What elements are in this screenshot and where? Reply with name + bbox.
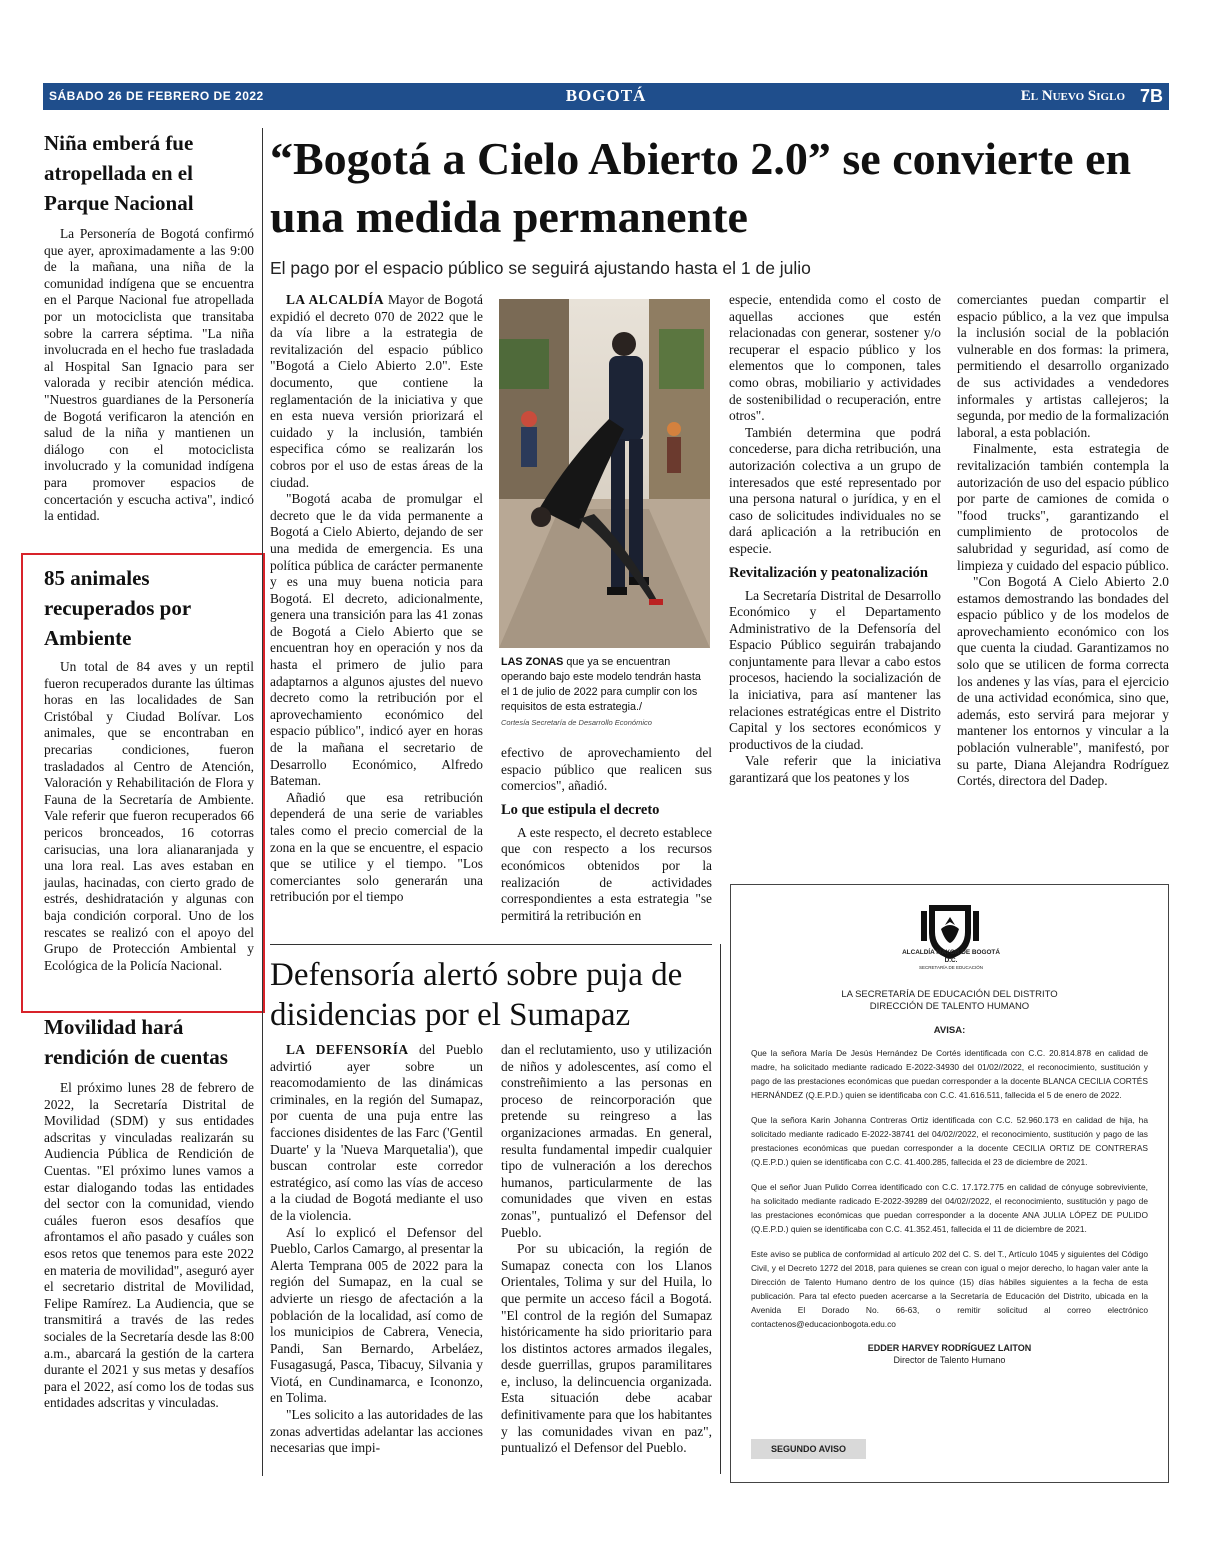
tango-dancers-photo [499,299,710,648]
header-date: SÁBADO 26 DE FEBRERO DE 2022 [49,89,264,103]
story-title: Movilidad hará rendición de cuentas [44,1015,228,1069]
notice-paragraph: Este aviso se publica de conformidad al artículo 202 del C. S. del T., Artículo 1045 y siguientes del Código Civil, y el Decreto 1272 del 2018, para quienes se crean con igual o mejor derecho, lo hagan valer ante la Dirección de Talento Humano dentro de los quince (15) días hábiles siguientes a la fecha de esta publicación. Para tal efecto pueden acercarse a la Secretaría de Educación del Distrito, ubicada en la Avenida El Dorado No. 66-63, o remitir solicitud al correo electrónico contactenos@educacionbogota.edu.co [751,1249,1148,1329]
sidebar-story-1 [44,128,254,525]
notice-heading: AVISA: [933,1025,966,1036]
second-headline [270,955,710,1035]
story-body: La Personería de Bogotá confirmó que ayer, aproximadamente a las 9:00 de la mañana, una niña de la comunidad indígena que se encuentra en el Parque Nacional fue atropellada por un motociclista que transitaba sobre la carrera séptima. "La niña involucrada en el hecho fue trasladada al Hospital San Ignacio para ser valorada y recibir atención médica. "Nuestros guardianes de la Personería de Bogotá verificaron la atención en salud de la niña y mantienen un diálogo con el motociclista involucrado y la comunidad indígena para promover espacios de concertación y escucha activa", indicó la entidad. [44,226,254,524]
main-headline [270,130,1160,246]
headline-text: Defensoría alertó sobre puja de disidencias por el Sumapaz [270,957,683,1033]
story-body: El próximo lunes 28 de febrero de 2022, la Secretaría Distrital de Movilidad (SDM) y sus entidades adscritas y vinculadas realizarán su Audiencia Pública de Rendición de Cuentas. "El próximo lunes vamos a estar dialogando todas las entidades del sector con la comunidad, viendo cuáles fueron esos desafíos que afrontamos el año pasado y cuáles son esos retos que tenemos para este 2022 en materia de movilidad", aseguró ayer el secretario distrital de Movilidad, Felipe Ramírez. La Audiencia, que se transmitirá a través de las redes sociales de la Secretaría desde las 8:00 a.m., abarcará la gestión de la cartera durante el 2021 y sus metas y desafíos para el 2022, así como los de todas sus entidades adscritas y vinculadas. [44,1080,254,1411]
main-col-1: LA ALCALDÍA Mayor de Bogotá expidió el decreto 070 de 2022 que le da vía libre a la estrategia de revitalización del espacio público "Bogotá a Cielo Abierto 2.0". Este documento, que contiene la reglamentación de la iniciativa y que en esta nueva versión priorizará el cuidado y la inclusión, también especifica cómo se realizarán los cobros por el uso de estas áreas de la ciudad. "Bogotá acaba de promulgar el decreto que le da vida permanente a Bogotá a Cielo Abierto, dejando de ser una medida de emergencia. Es una política pública de carácter permanente y es una muy buena noticia para Bogotá. El decreto, adicionalmente, genera una transición para las 41 zonas de Bogotá a Cielo Abierto que se encuentran hoy en operación y nos da hasta el primero de julio para adaptarnos a algunos ajustes del nuevo decreto como la retribución por el aprovechamiento económico del espacio público", indicó ayer en horas de la mañana el secretario de Desarrollo Económico, Alfredo Bateman. Añadió que esa retribución dependerá de una serie de variables tales como el precio comercial de la zona en la que se encuentre, el espacio que se utilice y el tiempo. "Los comerciantes solo generarán una retribución por el tiempo [270,292,483,905]
photo-caption: LAS ZONAS que ya se encuentran operando bajo este modelo tendrán hasta el 1 de julio de 2022 para cumplir con los requisitos de esta estrategia./ Cortesía Secretaría de Desarrollo Económico [501,656,701,727]
photo-credit: Cortesía Secretaría de Desarrollo Económico [501,718,652,727]
column-divider [262,128,263,1476]
story-title: Niña emberá fue atropellada en el Parque Nacional [44,131,194,215]
story-body: Un total de 84 aves y un reptil fueron recuperados durante las últimas horas en las localidades de San Cristóbal y Ciudad Bolívar. Los animales, que se encontraban en precarias condiciones, fueron trasladados al Centro de Atención, Valoración y Rehabilitación de Flora y Fauna de la Secretaría de Ambiente. Vale referir que fueron recuperados 66 pericos bronceados, 16 cotorras carisucias, una lora alianaranjada y una lora real. Las aves estaban en jaulas, hacinadas, con cierto grado de estrés, deshidratación y algunas con baja condición corporal. Uno de los rescates se realizó con el apoyo del Grupo de Protección Ambiental y Ecológica de la Policía Nacional. [44,659,254,973]
notice-paragraph: Que la señora María De Jesús Hernández De Cortés identificada con C.C. 20.814.878 en calidad de madre, ha solicitado mediante radicado E-2022-34930 del 01/02//2022, el reconocimiento, sustitución y pago de las prestaciones económicas que puedan corresponder a la docente BLANCA CECILIA CORTÉS HERNÁNDEZ (Q.E.P.D.) quien se identificaba con C.C. 41.616.511, fallecida el 5 de enero de 2022. [751,1048,1148,1100]
story-divider [270,944,712,945]
section-name: BOGOTÁ [565,86,647,105]
main-subtitle: El pago por el espacio público se seguirá ajustando hasta el 1 de julio [270,258,811,278]
page-header [43,83,1169,110]
notice-signature: EDDER HARVEY RODRÍGUEZ LAITON Director de Talento Humano [867,1343,1032,1365]
second-col-1: LA DEFENSORÍA del Pueblo advirtió ayer sobre un reacomodamiento de las dinámicas criminales, en la región del Sumapaz, por cuenta de una puja entre las facciones disidentes de las Farc ('Gentil Duarte' y la 'Nueva Marquetalia'), que buscan controlar este corredor estratégico, así como las vías de acceso a la ciudad de Bogotá mediante el uso de la violencia. Así lo explicó el Defensor del Pueblo, Carlos Camargo, al presentar la Alerta Temprana 005 de 2022 para la región del Sumapaz, en la cual se advierte un riesgo de afectación a la población de la localidad, así como de los municipios de Cabrera, Venecia, Pandi, San Bernardo, Arbeláez, Fusagasugá, Pasca, Tibacuy, Silvania y Viotá, en Cundinamarca, e Icononzo, en Tolima. "Les solicito a las autoridades de las zonas advertidas adelantar las acciones necesarias que impi- [270,1042,483,1456]
notice-paragraph: Que el señor Juan Pulido Correa identificado con C.C. 17.172.775 en calidad de cónyuge sobreviviente, ha solicitado mediante radicado E-2022-39289 del 04/02//2022, el reconocimiento, sustitución y pago de las prestaciones económicas que puedan corresponder a la docente ANA JULIA LÓPEZ DE PULIDO (Q.E.P.D.) quien se identificaba con C.C. 41.352.451, fallecida el 11 de diciembre de 2021. [751,1182,1148,1234]
headline-text: “Bogotá a Cielo Abierto 2.0” se convierte en una medida permanente [270,133,1132,242]
main-col-2: efectivo de aprovechamiento del espacio público que realicen sus comercios", añadió. Lo que estipula el decreto A este respecto, el decreto establece que con respecto a los recursos económicos obtenidos por la realización de actividades correspondientes a esta estrategia "se permitirá la retribución en [501,745,712,923]
story-title: 85 animales recuperados por Ambiente [44,566,191,650]
legal-notice [730,884,1169,1483]
subheading: Revitalización y peatonalización [729,564,928,581]
notice-paragraph: Que la señora Karin Johanna Contreras Ortiz identificada con C.C. 52.960.173 en calidad de hija, ha solicitado mediante radicado E-2022-38741 del 04/02//2022, el reconocimiento, sustitución y pago de las prestaciones económicas que puedan corresponder a la docente CECILIA ORTIZ DE CONTRERAS (Q.E.P.D.) quien se identificaba con C.C. 41.400.285, fallecida el 23 de diciembre de 2021. [751,1115,1148,1167]
subheading: Lo que estipula el decreto [501,801,660,818]
page-number: 7B [1139,86,1163,106]
notice-badge: SEGUNDO AVISO [751,1439,866,1459]
second-col-2: dan el reclutamiento, uso y utilización de niños y adolescentes, así como el constreñimiento a las personas en proceso de reincorporación que pretende su reingreso a las organizaciones armadas. En general, resulta fundamental impedir cualquier tipo de vulneración a los derechos humanos, particularmente de las comunidades que viven en estas zonas", puntualizó el Defensor del Pueblo. Por su ubicación, la región de Sumapaz conecta con los Llanos Orientales, Tolima y sur del Huila, lo que permite un acceso fácil a Bogotá. "El control de la región del Sumapaz históricamente ha sido prioritario para los distintos actores armados ilegales, desde guerrillas, grupos paramilitares e, incluso, la delincuencia organizada. Esta situación debe acabar definitivamente para que los habitantes y las comunidades vivan en paz", puntualizó el Defensor del Pueblo. [501,1042,712,1456]
main-col-3: especie, entendida como el costo de aquellas acciones que estén relacionadas con generar, sostener y/o recuperar el espacio público y los elementos que lo componen, tales como obras, mobiliario y actividades de sostenibilidad o recuperación, entre otros". También determina que podrá concederse, para dicha retribución, una autorización colectiva a un grupo de interesados que esté representado por una persona natural o jurídica, y en el caso de solicitudes individuales no se dará aplicación a la retribución en especie. Revitalización y peatonalización La Secretaría Distrital de Desarrollo Económico y el Departamento Administrativo de la Defensoría del Espacio Público seguirán trabajando conjuntamente para llevar a cabo estos procesos, haciendo la socialización de la iniciativa, para así mantener las relaciones estratégicas entre el Distrito Capital y los sectores económicos y productivos de la ciudad. Vale referir que la iniciativa garantizará que los peatones y los [729,292,941,786]
crest-caption: ALCALDÍA MAYOR DE BOGOTÁ D.C. SECRETARÍA DE EDUCACIÓN [902,949,1000,970]
notice-org: LA SECRETARÍA DE EDUCACIÓN DEL DISTRITO DIRECCIÓN DE TALENTO HUMANO [841,989,1058,1012]
newspaper-name: El Nuevo Siglo [1020,88,1125,104]
sidebar-story-2 [44,563,254,974]
sidebar-story-3 [44,1012,254,1412]
main-col-4: comerciantes puedan compartir el espacio público, a la vez que impulsa la inclusión social de la población vulnerable en dos formas: la primera, permitiendo el desarrollo organizado de sus actividades a vendedores informales y artistas callejeros; la segunda, por medio de la formalización laboral, a esta población. Finalmente, esta estrategia de revitalización también contempla la autorización de uso del espacio público por parte de camiones de comida o "food trucks", garantizando el cumplimiento de protocolos de salubridad y seguridad, así como de limpieza y cuidado del espacio público. "Con Bogotá A Cielo Abierto 2.0 estamos demostrando las bondades del espacio público y de los modelos de aprovechamiento económico con los que cuenta la ciudad. Garantizamos no solo que se utilicen de forma correcta los andenes y las vías, para el ejercicio de una actividad económica, sino que, además, esto servirá para mejorar y mantener los entornos y vincular a la población vulnerable", manifestó, por su parte, Diana Alejandra Rodríguez Cortés, directora del Dadep. [957,292,1169,789]
column-divider [720,944,721,1474]
